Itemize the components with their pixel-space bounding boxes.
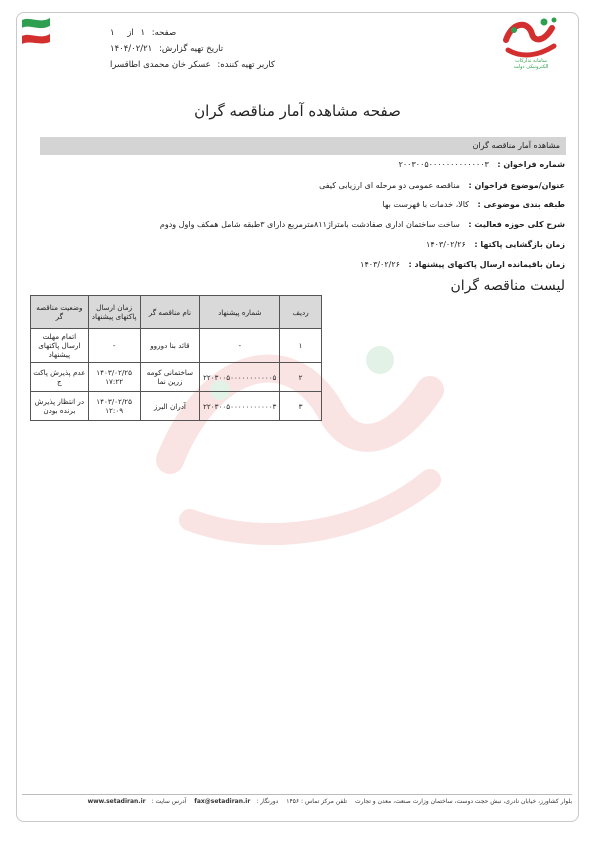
table-row (31, 329, 322, 363)
detail-label: طبقه بندی موضوعی : (477, 200, 565, 209)
table-cell: ۱ (280, 329, 322, 363)
report-date-label: تاریخ تهیه گزارش: (158, 44, 224, 54)
detail-label: زمان بازگشایی پاکتها : (474, 240, 565, 249)
footer-fax[interactable]: fax@setadiran.ir (194, 798, 251, 805)
column-header: نام مناقصه گر (140, 296, 200, 329)
table-cell: - (200, 329, 280, 363)
table-cell: ۲ (280, 363, 322, 392)
detail-label: شماره فراخوان : (497, 160, 565, 169)
table-cell: ۱۴۰۳/۰۲/۲۵ ۱۷:۲۲ (88, 363, 140, 392)
footer-site-label: آدرس سایت : (151, 798, 187, 805)
footer-address: بلوار کشاورز، خیابان نادری، نبش حجت دوست، ساختمان وزارت صنعت، معدن و تجارت (354, 798, 572, 805)
table-cell: ۳ (280, 392, 322, 421)
column-header: زمان ارسال پاکتهای پیشنهاد (88, 296, 140, 329)
prepared-by-value: عسکر خان محمدی اطاقسرا (110, 60, 211, 70)
section-header: مشاهده آمار مناقصه گران (40, 137, 566, 155)
detail-tender-title (319, 181, 565, 190)
table-cell: ۲۲۰۳۰۰۵۰۰۰۰۰۰۰۰۰۰۰۵ (200, 363, 280, 392)
table-cell: - (88, 329, 140, 363)
detail-value: ساخت ساختمان اداری صفادشت بامتراژ۸۱۱مترمربع دارای ۳طبقه شامل همکف واول ودوم (159, 220, 460, 229)
table-cell: آدران البرز (140, 392, 200, 421)
column-header: وضعیت مناقصه گر (31, 296, 89, 329)
page-of: از (127, 28, 134, 38)
footer-divider (22, 794, 572, 795)
page-current: ۱ (140, 28, 146, 38)
table-cell: در انتظار پذیرش برنده بودن (31, 392, 89, 421)
iran-flag-icon (20, 14, 52, 46)
footer-site-link[interactable]: www.setadiran.ir (87, 798, 146, 805)
report-date-value: ۱۴۰۴/۰۲/۲۱ (110, 44, 153, 54)
table-row (31, 363, 322, 392)
column-header: شماره پیشنهاد (200, 296, 280, 329)
logo-text: سامانه تدارکات الکترونیکی دولت (513, 58, 549, 70)
prepared-by-label: کاربر تهیه کننده: (217, 60, 275, 70)
detail-value: ۱۴۰۳/۰۲/۲۶ (360, 260, 400, 269)
footer (22, 798, 572, 805)
detail-label: زمان باقیمانده ارسال پاکتهای پیشنهاد : (408, 260, 565, 269)
table-header-row (31, 296, 322, 329)
page-title: صفحه مشاهده آمار مناقصه گران (194, 102, 401, 120)
table-cell: قائد بنا دوروو (140, 329, 200, 363)
table-cell: ۱۴۰۳/۰۲/۲۵ ۱۲:۰۹ (88, 392, 140, 421)
prepared-by (110, 60, 275, 70)
detail-remaining-time (360, 260, 565, 269)
detail-value: ۱۴۰۳/۰۲/۲۶ (426, 240, 466, 249)
table-cell: اتمام مهلت ارسال پاکتهای پیشنهاد (31, 329, 89, 363)
detail-value: ۲۰۰۳۰۰۵۰۰۰۰۰۰۰۰۰۰۰۰۰۳ (398, 160, 489, 169)
report-date (110, 44, 223, 54)
detail-label: عنوان/موضوع فراخوان : (468, 181, 565, 190)
detail-activity (160, 220, 565, 229)
table-cell: ساختمانی کومه زرین نما (140, 363, 200, 392)
page-total: ۱ (110, 28, 115, 38)
detail-category (383, 200, 565, 209)
detail-label: شرح کلی حوزه فعالیت : (468, 220, 565, 229)
footer-phone: تلفن مرکز تماس : ۱۴۵۶ (286, 798, 348, 805)
page-number (110, 28, 176, 38)
page-label: صفحه: (151, 28, 177, 38)
detail-value: مناقصه عمومی دو مرحله ای ارزیابی کیفی (319, 181, 460, 190)
column-header: ردیف (280, 296, 322, 329)
setad-logo (498, 14, 564, 78)
table-cell: عدم پذیرش پاکت ج (31, 363, 89, 392)
detail-value: کالا، خدمات با فهرست بها (382, 200, 469, 209)
detail-opening-time (426, 240, 565, 249)
bidders-table (30, 295, 322, 421)
table-cell: ۲۲۰۳۰۰۵۰۰۰۰۰۰۰۰۰۰۰۳ (200, 392, 280, 421)
detail-tender-number (399, 160, 565, 169)
list-title: لیست مناقصه گران (450, 278, 565, 294)
footer-fax-label: دورنگار : (256, 798, 279, 805)
table-row (31, 392, 322, 421)
